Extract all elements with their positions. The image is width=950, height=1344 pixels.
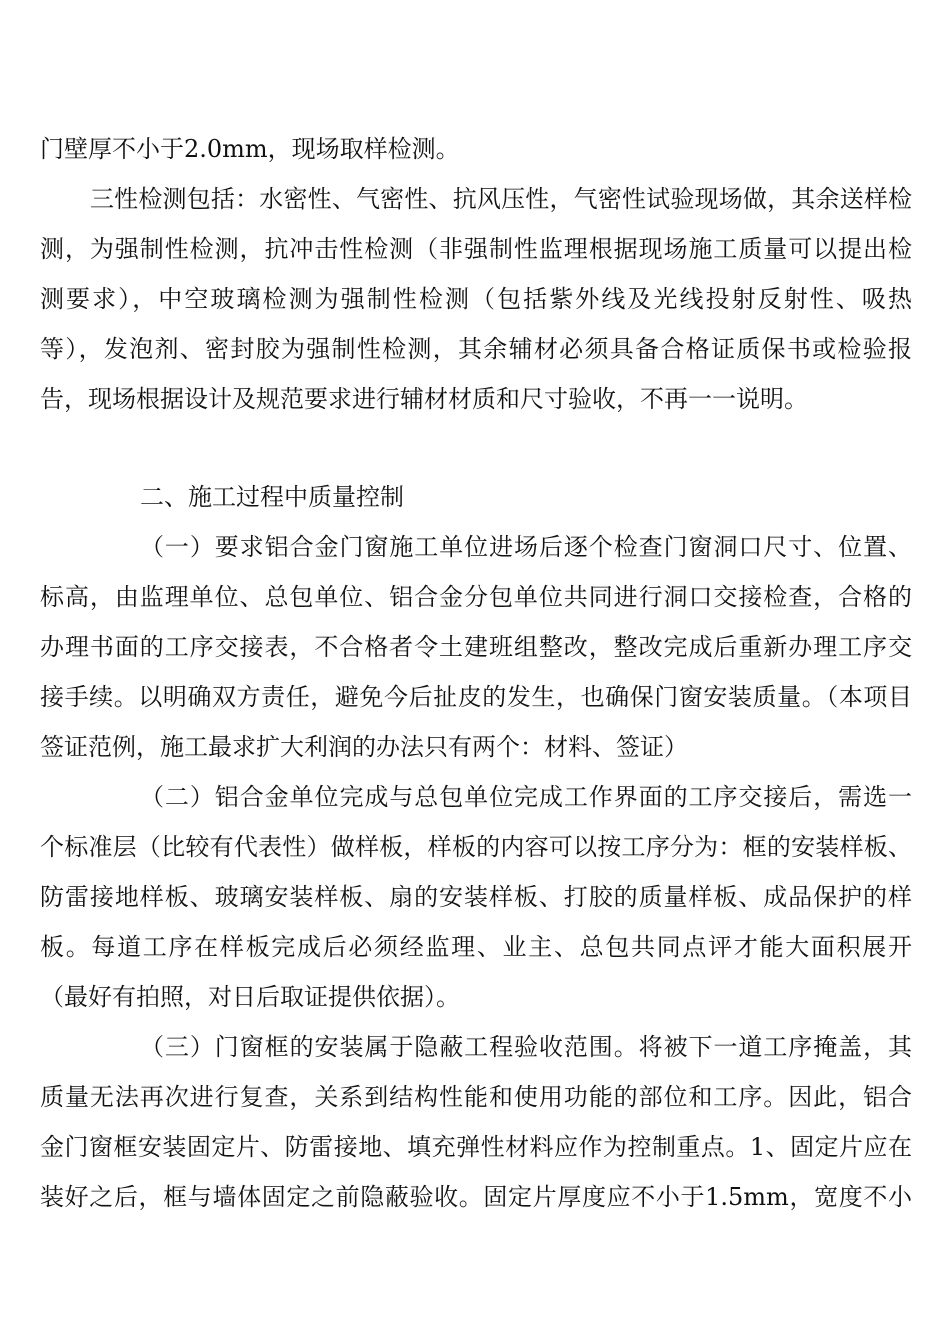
paragraph-line-3: 测，为强制性检测，抗冲击性检测（非强制性监理根据现场施工质量可以提出检 (40, 235, 912, 263)
paragraph-line-15: 防雷接地样板、玻璃安装样板、扇的安装样板、打胶的质量样板、成品保护的样 (40, 883, 912, 911)
paragraph-line-12: 签证范例，施工最求扩大利润的办法只有两个：材料、签证） (40, 733, 688, 761)
paragraph-line-18: （三）门窗框的安装属于隐蔽工程验收范围。将被下一道工序掩盖，其 (140, 1033, 912, 1061)
paragraph-line-5: 等），发泡剂、密封胶为强制性检测，其余辅材必须具备合格证质保书或检验报 (40, 335, 912, 363)
paragraph-line-10: 办理书面的工序交接表，不合格者令土建班组整改，整改完成后重新办理工序交 (40, 633, 912, 661)
paragraph-line-4: 测要求），中空玻璃检测为强制性检测（包括紫外线及光线投射反射性、吸热 (40, 285, 912, 313)
paragraph-line-11: 接手续。以明确双方责任，避免今后扯皮的发生，也确保门窗安装质量。（本项目 (40, 683, 912, 711)
paragraph-line-13: （二）铝合金单位完成与总包单位完成工作界面的工序交接后，需选一 (140, 783, 912, 811)
paragraph-line-2: 三性检测包括：水密性、气密性、抗风压性，气密性试验现场做，其余送样检 (90, 185, 912, 213)
paragraph-line-17: （最好有拍照，对日后取证提供依据）。 (40, 983, 460, 1011)
paragraph-line-9: 标高，由监理单位、总包单位、铝合金分包单位共同进行洞口交接检查，合格的 (40, 583, 912, 611)
paragraph-line-16: 板。每道工序在样板完成后必须经监理、业主、总包共同点评才能大面积展开 (40, 933, 912, 961)
paragraph-line-8: （一）要求铝合金门窗施工单位进场后逐个检查门窗洞口尺寸、位置、 (140, 533, 912, 561)
paragraph-line-14: 个标准层（比较有代表性）做样板，样板的内容可以按工序分为：框的安装样板、 (40, 833, 912, 861)
paragraph-line-1: 门壁厚不小于2.0mm，现场取样检测。 (40, 135, 460, 163)
paragraph-line-6: 告，现场根据设计及规范要求进行辅材材质和尺寸验收，不再一一说明。 (40, 385, 808, 413)
paragraph-line-21: 装好之后，框与墙体固定之前隐蔽验收。固定片厚度应不小于1.5mm，宽度不小 (40, 1183, 912, 1211)
paragraph-line-19: 质量无法再次进行复查，关系到结构性能和使用功能的部位和工序。因此，铝合 (40, 1083, 912, 1111)
section-heading: 二、施工过程中质量控制 (140, 483, 404, 511)
paragraph-line-20: 金门窗框安装固定片、防雷接地、填充弹性材料应作为控制重点。1、固定片应在 (40, 1133, 912, 1161)
